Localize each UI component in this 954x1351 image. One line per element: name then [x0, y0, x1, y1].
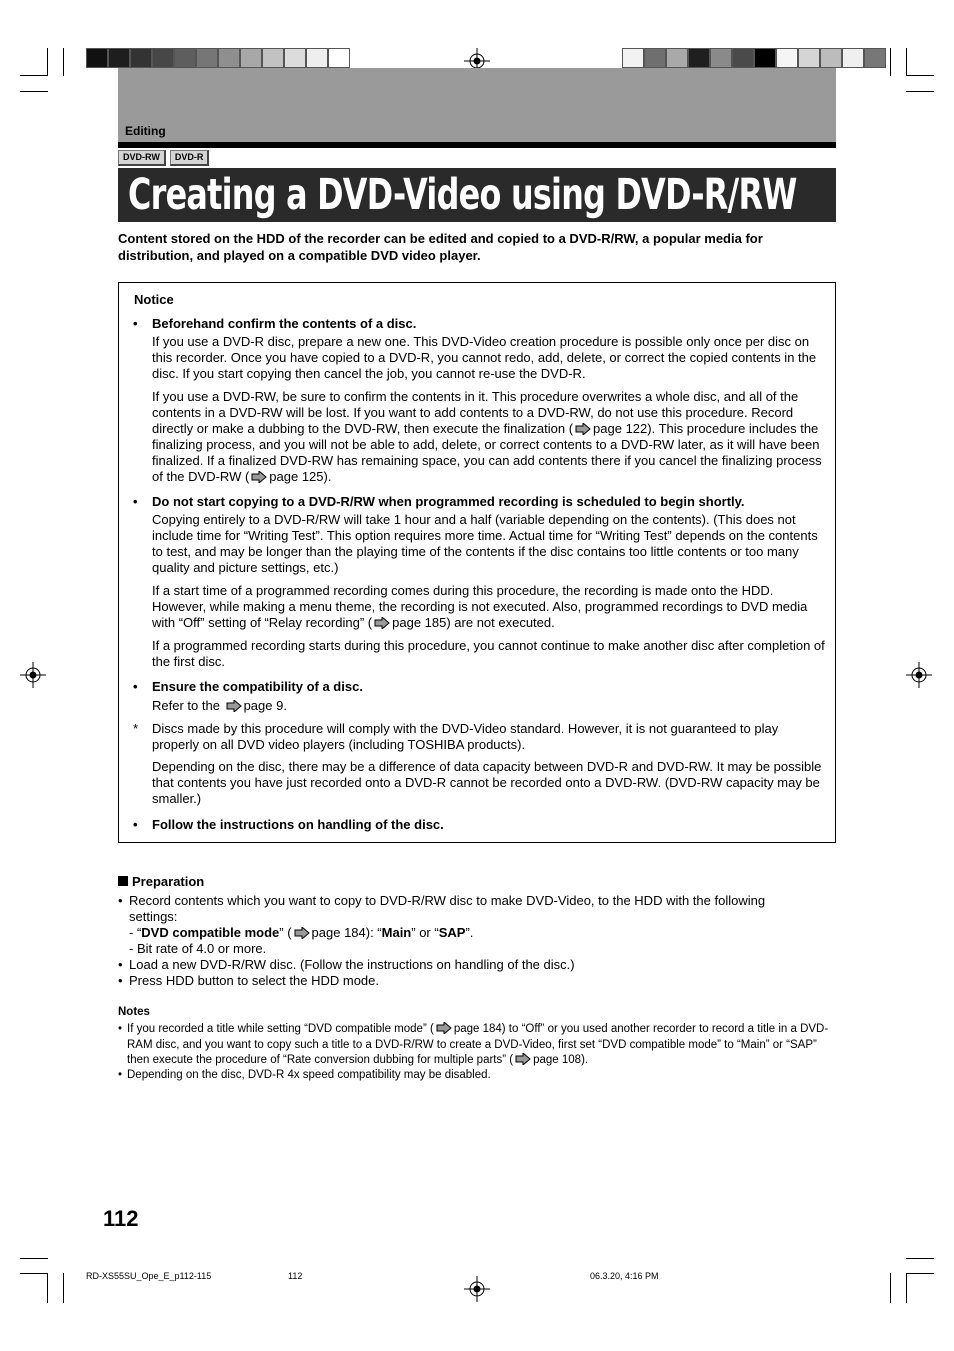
- crop-mark: [906, 91, 934, 92]
- text-run: Main: [381, 925, 412, 940]
- crop-mark: [906, 1258, 934, 1259]
- text-run: ” (: [279, 925, 292, 940]
- color-swatch: [262, 48, 284, 68]
- title-band: [118, 168, 836, 222]
- notice-paragraph: Depending on the disc, there may be a difference of data capacity between DVD-R and DVD-RW. It may be possible that contents you have just recorded onto a DVD-R cannot be recorded onto a DVD-RW. (DVD-RW capacity may be smaller.): [152, 759, 822, 806]
- bullet-icon: •: [133, 316, 138, 331]
- color-swatch: [710, 48, 732, 68]
- text-run: page 125).: [269, 469, 332, 484]
- color-swatch: [196, 48, 218, 68]
- text-run: SAP: [438, 925, 466, 940]
- tag-dvd-r: DVD-R: [170, 150, 210, 166]
- crop-mark: [63, 1273, 64, 1303]
- color-swatch: [798, 48, 820, 68]
- text-run: - Bit rate of 4.0 or more.: [129, 941, 267, 956]
- notice-paragraph: [152, 698, 828, 714]
- crop-mark: [906, 75, 934, 76]
- preparation-heading: [118, 874, 204, 889]
- text-run: If you recorded a title while setting “DVD compatible mode” (: [127, 1023, 434, 1035]
- page-number: 112: [103, 1206, 139, 1231]
- notice-item-heading: Do not start copying to a DVD-R/RW when programmed recording is scheduled to begin shortly.: [152, 494, 745, 509]
- notice-paragraph: [152, 583, 828, 631]
- sub-item: [129, 925, 829, 941]
- color-swatch: [86, 48, 108, 68]
- bullet-icon: •: [133, 679, 138, 694]
- page-reference-arrow-icon: [575, 423, 591, 435]
- notes-heading: Notes: [118, 1006, 150, 1018]
- color-swatch: [732, 48, 754, 68]
- notice-title: Notice: [134, 292, 174, 307]
- footer-date: 06.3.20, 4:16 PM: [590, 1271, 659, 1281]
- page-reference-arrow-icon: [374, 617, 390, 629]
- page-reference-arrow-icon: [251, 471, 267, 483]
- text-run: page 185) are not executed.: [392, 615, 555, 630]
- text-run: If you use a DVD-RW, be sure to confirm the contents in it. This procedure overwrites a whole disc, and all of the contents in a DVD-RW will be lost. If you want to add contents to a DVD-RW, do not use this procedure. Record directly or make a dubbing to the DVD-RW, then execute the finalization (: [152, 389, 799, 436]
- grayscale-color-bar-left: [86, 48, 350, 68]
- bullet-icon: •: [118, 1069, 123, 1081]
- crop-mark: [47, 48, 48, 76]
- notice-item-heading: Ensure the compatibility of a disc.: [152, 679, 363, 694]
- crop-mark: [890, 1273, 891, 1303]
- text-run: page 9.: [243, 698, 287, 713]
- color-swatch: [240, 48, 262, 68]
- notice-paragraph: Copying entirely to a DVD-R/RW will take 1 hour and a half (variable depending on the contents). (This does not include time for “Writing Test”. This option requires more time. Actual time for “Writing Test” depends on the contents to test, and may be longer than the playing time of the contents if the disc contains too little contents or too many quality and picture settings, etc.): [152, 512, 818, 575]
- color-swatch: [108, 48, 130, 68]
- text-run: Press HDD button to select the HDD mode.: [129, 973, 379, 988]
- crop-mark: [20, 1273, 48, 1274]
- crop-mark: [906, 1273, 907, 1303]
- footer-page: 112: [288, 1271, 303, 1281]
- text-run: If a start time of a programmed recording comes during this procedure, the recording is made onto the HDD. However, while making a menu theme, the recording is not executed. Also, programmed recordings to DVD media with “Off” setting of “Relay recording” (: [152, 583, 808, 630]
- text-run: - “: [129, 925, 142, 940]
- grayscale-color-bar-right: [622, 48, 886, 68]
- text-run: Refer to the: [152, 698, 220, 713]
- page-reference-arrow-icon: [294, 927, 310, 939]
- color-swatch: [864, 48, 886, 68]
- notice-paragraph: Discs made by this procedure will comply with the DVD-Video standard. However, it is not guaranteed to play properly on all DVD video players (including TOSHIBA products).: [152, 721, 779, 752]
- crop-mark: [20, 91, 48, 92]
- color-swatch: [688, 48, 710, 68]
- intro-paragraph: Content stored on the HDD of the recorder can be edited and copied to a DVD-R/RW, a popular media for distribution, and played on a compatible DVD video player.: [118, 231, 763, 263]
- bullet-icon: •: [133, 817, 138, 832]
- notice-box: [118, 282, 836, 843]
- color-swatch: [754, 48, 776, 68]
- crop-mark: [20, 1258, 48, 1259]
- asterisk-marker: *: [133, 721, 139, 736]
- crop-mark: [63, 48, 64, 76]
- color-swatch: [776, 48, 798, 68]
- color-swatch: [644, 48, 666, 68]
- tag-dvd-rw: DVD-RW: [118, 150, 166, 166]
- text-run: ”.: [465, 925, 474, 940]
- color-swatch: [328, 48, 350, 68]
- text-run: Depending on the disc, DVD-R 4x speed compatibility may be disabled.: [127, 1069, 491, 1081]
- registration-mark-icon: [906, 662, 932, 688]
- color-swatch: [622, 48, 644, 68]
- color-swatch: [842, 48, 864, 68]
- bullet-icon: •: [118, 957, 123, 972]
- page-reference-arrow-icon: [515, 1053, 531, 1065]
- color-swatch: [306, 48, 328, 68]
- crop-mark: [906, 1273, 934, 1274]
- text-run: settings:: [129, 909, 178, 924]
- notice-item-heading: Follow the instructions on handling of the disc.: [152, 817, 444, 832]
- color-swatch: [820, 48, 842, 68]
- bullet-icon: •: [118, 1023, 123, 1035]
- page-reference-arrow-icon: [226, 700, 242, 712]
- registration-mark-icon: [464, 1276, 490, 1302]
- color-swatch: [284, 48, 306, 68]
- text-run: ” or “: [411, 925, 439, 940]
- page-title: Creating a DVD-Video using DVD-R/RW: [128, 170, 797, 220]
- text-run: DVD compatible mode: [141, 925, 280, 940]
- square-bullet-icon: [118, 876, 128, 886]
- header-band: [118, 68, 836, 142]
- notice-item-heading: Beforehand confirm the contents of a disc.: [152, 316, 417, 331]
- crop-mark: [906, 48, 907, 76]
- disc-type-tags: [118, 150, 209, 166]
- color-swatch: [130, 48, 152, 68]
- text-run: page 184) to “Off” or you used another recorder to record a title in a DVD-RAM disc, and you want to copy such a title to a DVD-R/RW to create a DVD-Video, first set “DVD compatible mode” to “Main” or “SAP” then execute the procedure of “Rate conversion dubbing for multiple parts” (: [127, 1023, 829, 1066]
- header-rule: [118, 142, 836, 148]
- text-run: Preparation: [132, 874, 205, 889]
- notice-paragraph: [152, 389, 828, 485]
- note-text: [127, 1022, 837, 1069]
- color-swatch: [174, 48, 196, 68]
- crop-mark: [20, 75, 48, 76]
- crop-mark: [890, 48, 891, 76]
- color-swatch: [218, 48, 240, 68]
- color-swatch: [152, 48, 174, 68]
- notice-paragraph: If you use a DVD-R disc, prepare a new one. This DVD-Video creation procedure is possible only once per disc on this recorder. Once you have copied to a DVD-R, you cannot redo, add, delete, or correct the copied contents in the disc. If you start copying then cancel the job, you cannot re-use the DVD-R.: [152, 334, 817, 381]
- text-run: page 184): “: [311, 925, 382, 940]
- text-run: page 108).: [533, 1054, 589, 1066]
- bullet-icon: •: [118, 893, 123, 908]
- section-label: Editing: [125, 124, 166, 138]
- footer-file: RD-XS55SU_Ope_E_p112-115: [86, 1271, 212, 1281]
- page-reference-arrow-icon: [436, 1022, 452, 1034]
- crop-mark: [47, 1273, 48, 1303]
- notice-paragraph: If a programmed recording starts during this procedure, you cannot continue to make another disc after completion of the first disc.: [152, 638, 825, 669]
- text-run: Record contents which you want to copy to DVD-R/RW disc to make DVD-Video, to the HDD with the following: [129, 893, 766, 908]
- bullet-icon: •: [118, 973, 123, 988]
- text-run: Load a new DVD-R/RW disc. (Follow the instructions on handling of the disc.): [129, 957, 575, 972]
- color-swatch: [666, 48, 688, 68]
- bullet-icon: •: [133, 494, 138, 509]
- registration-mark-icon: [20, 662, 46, 688]
- text-run: page 122). This procedure includes the finalizing process, and you will not be able to add, delete, or correct contents to a DVD-RW later, as it will have been finalized. If a finalized DVD-RW has remaining space, you can add contents there if you cancel the finalizing process of the DVD-RW (: [152, 421, 822, 484]
